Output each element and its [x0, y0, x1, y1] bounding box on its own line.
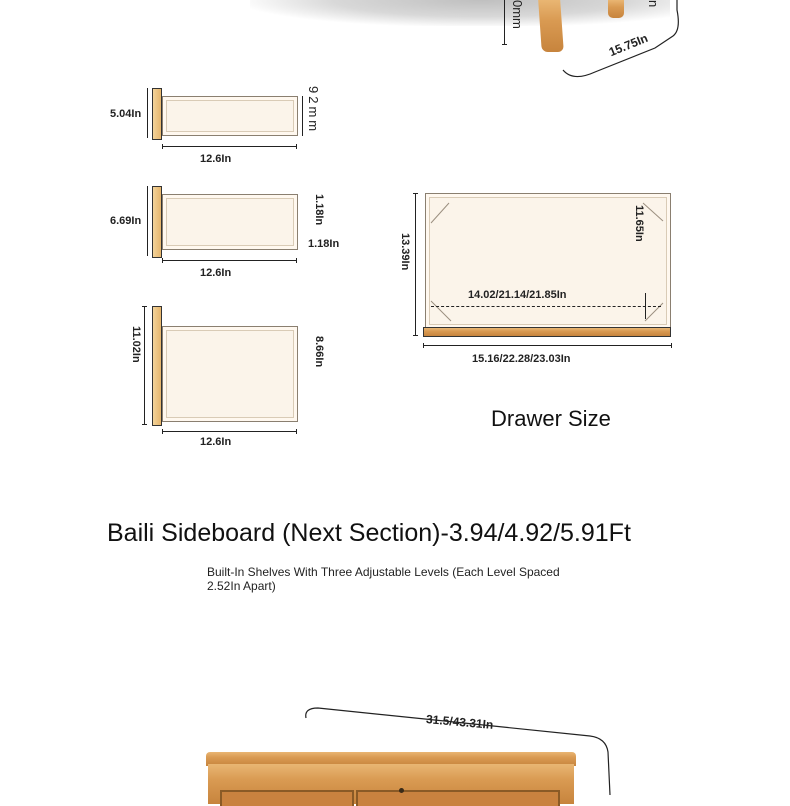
- drawer-3-width: 12.6In: [200, 436, 232, 448]
- section-subtitle: Built-In Shelves With Three Adjustable Levels (Each Level Spaced 2.52In Apart): [207, 565, 560, 593]
- drawer-diagram-1: [100, 80, 340, 170]
- plan-front-panel: [423, 327, 671, 337]
- drawer-2-front: [152, 186, 162, 258]
- drawer-2-side: 1.18In: [313, 194, 325, 226]
- top-furniture-illustration: [0, 0, 790, 90]
- drawer-1-body: [162, 96, 298, 136]
- drawer-size-title: Drawer Size: [491, 406, 611, 431]
- drawer-1-front: [152, 88, 162, 140]
- drawer-1-width: 12.6In: [200, 153, 232, 165]
- drawer-3-height: 11.02In: [130, 326, 142, 363]
- plan-depth: 13.39In: [399, 233, 411, 271]
- top-dim-diagonal: 15.75In: [606, 30, 650, 60]
- drawer-diagram-2: [100, 180, 360, 280]
- section-title: Baili Sideboard (Next Section)-3.94/4.92/5.91Ft: [107, 519, 631, 547]
- drawer-3-side: 8.66In: [313, 336, 325, 368]
- sideboard-door-right: [356, 790, 560, 806]
- drawer-diagram-3: [100, 300, 340, 450]
- drawer-2-width: 12.6In: [200, 267, 232, 279]
- plan-outer-width: 15.16/22.28/23.03In: [472, 353, 571, 365]
- plan-inner-width: 14.02/21.14/21.85In: [468, 289, 567, 301]
- plan-inner-depth: 11.65In: [633, 205, 645, 242]
- sideboard-width-label: 31.5/43.31In: [425, 712, 494, 732]
- sideboard-illustration: [190, 700, 620, 795]
- sideboard-door-left: [220, 790, 354, 806]
- drawer-3-body: [162, 326, 298, 422]
- drawer-1-side: 92mm: [306, 86, 321, 135]
- drawer-2-extra: 1.18In: [308, 238, 340, 250]
- top-dim-vertical: 0mm: [510, 0, 525, 29]
- drawer-2-body: [162, 194, 298, 250]
- drawer-3-front: [152, 306, 162, 426]
- sideboard-knob: [399, 788, 404, 793]
- drawer-plan-diagram: [395, 185, 685, 375]
- drawer-2-height: 6.69In: [110, 215, 142, 227]
- drawer-1-height: 5.04In: [110, 108, 142, 120]
- top-dim-vertical-right: n: [646, 0, 661, 8]
